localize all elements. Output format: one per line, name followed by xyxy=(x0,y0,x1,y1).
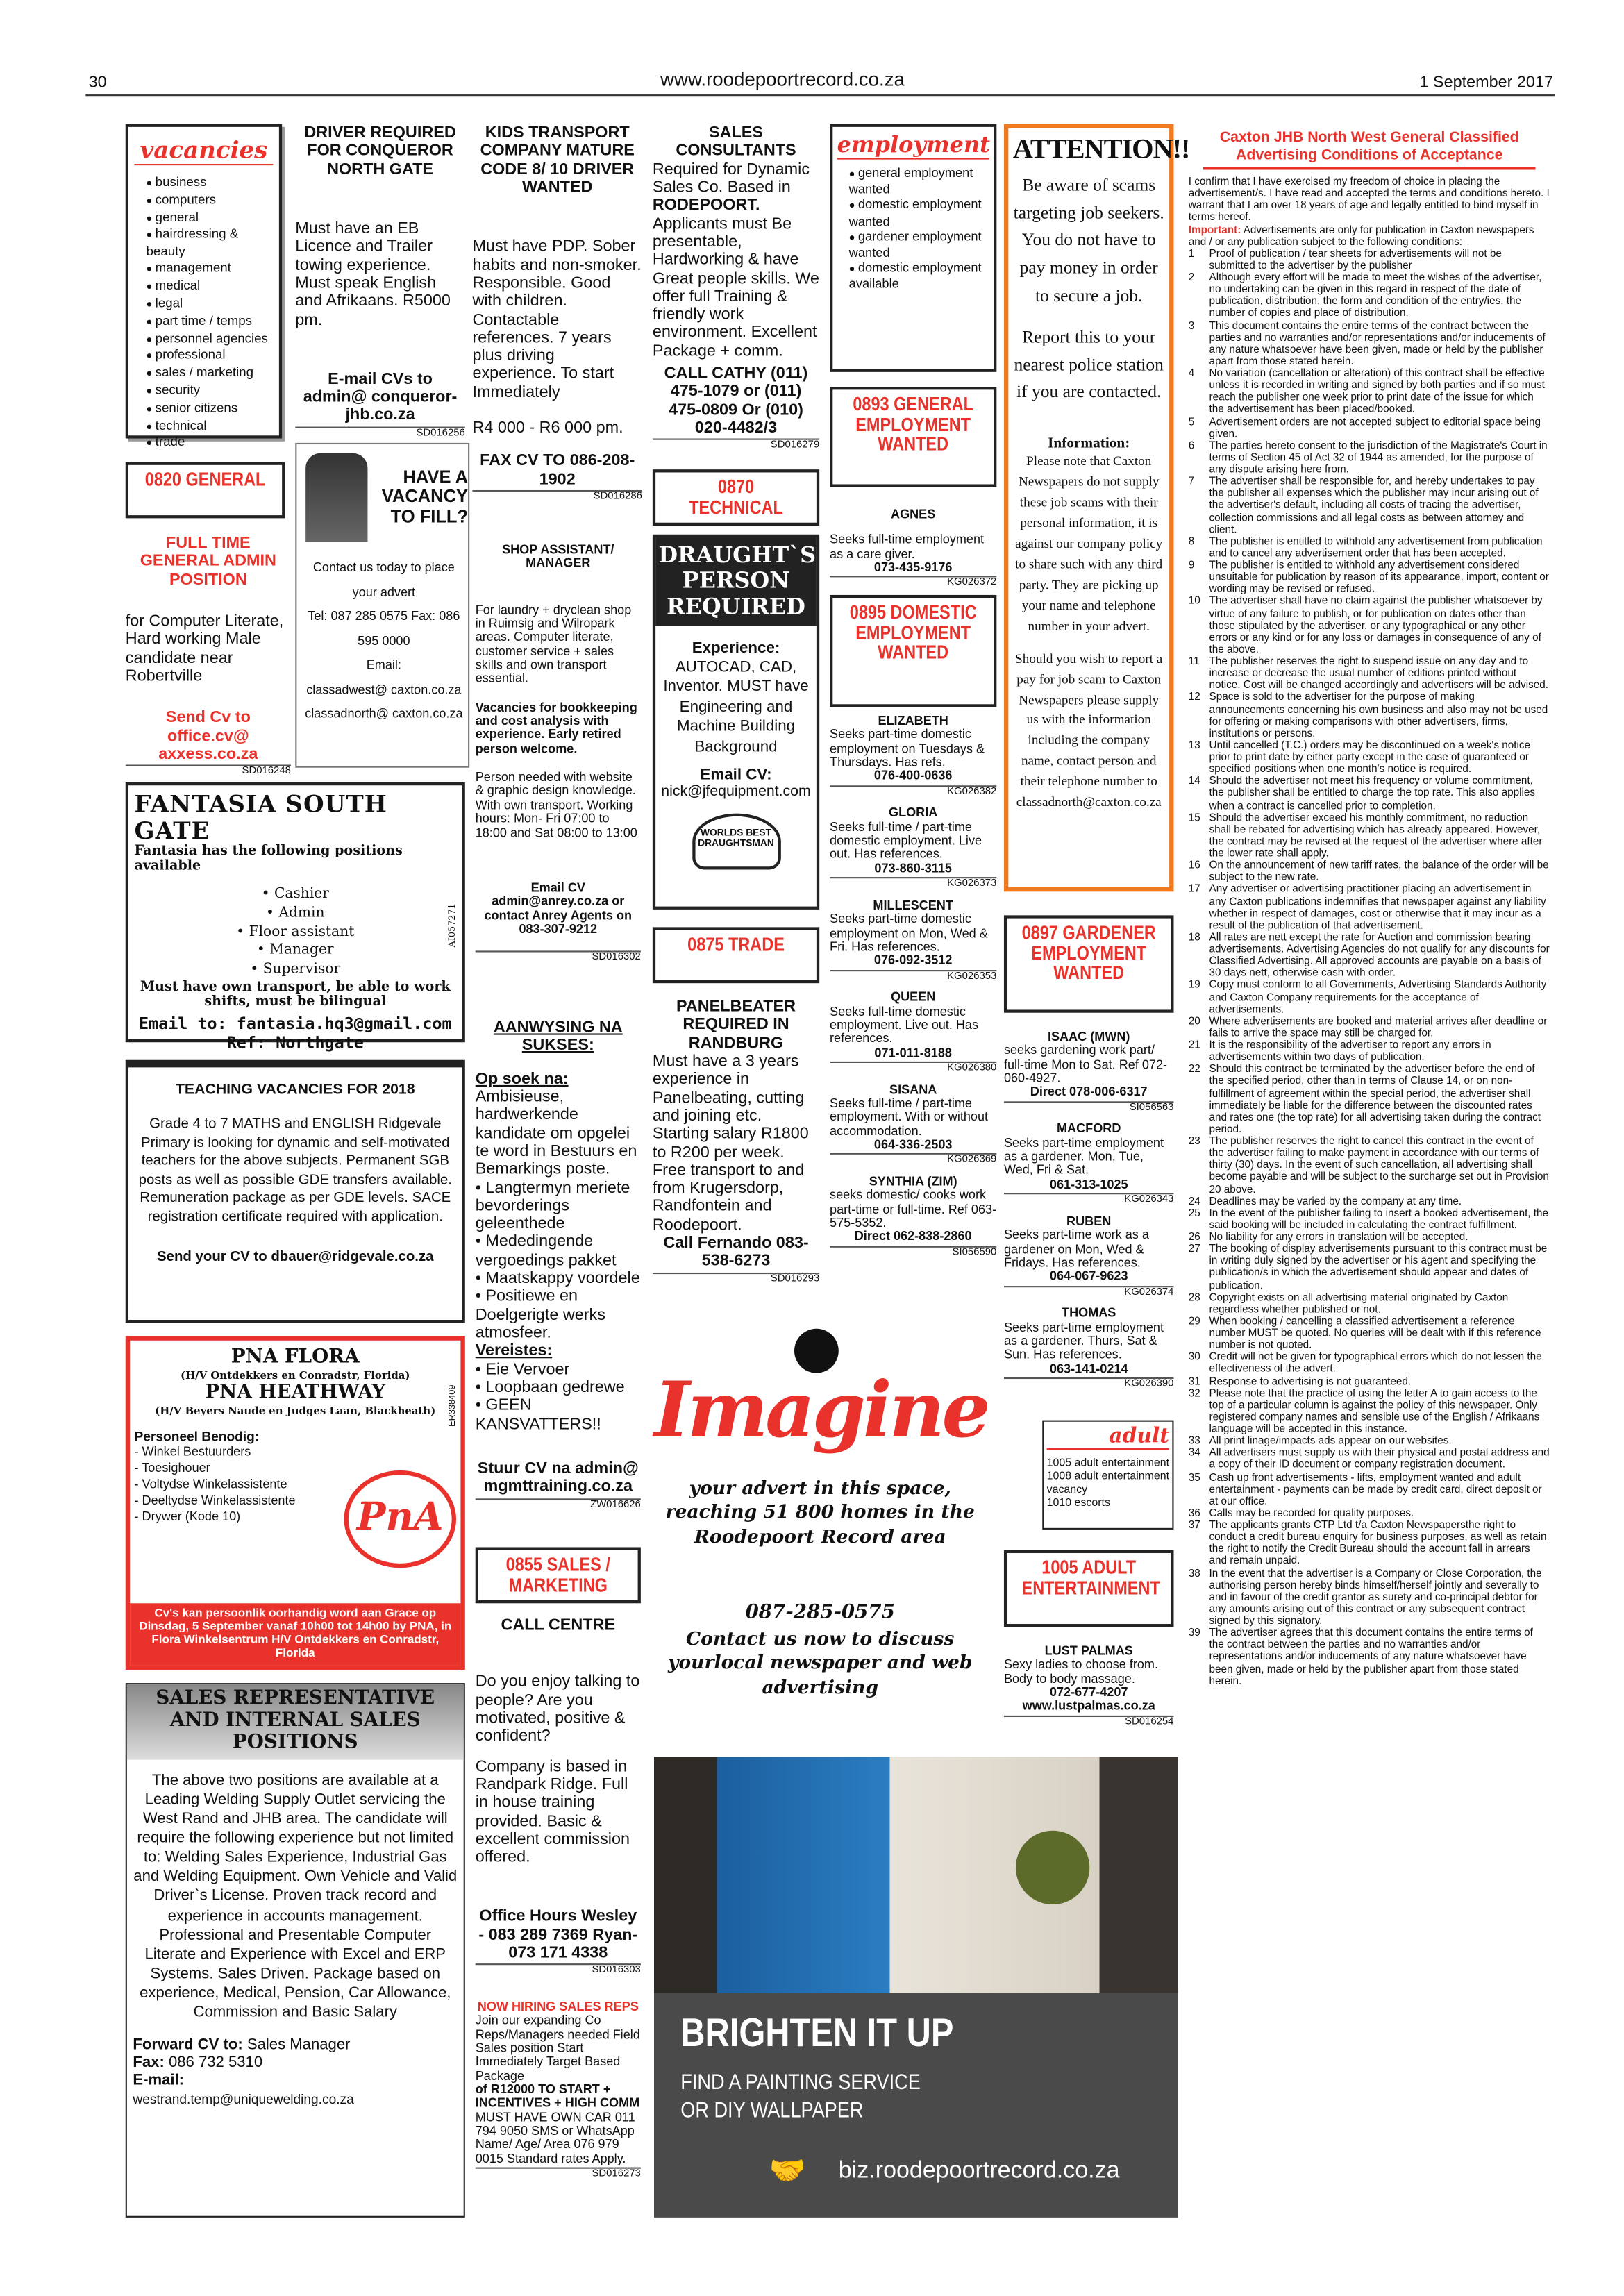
ad-email: E-mail CVs to admin@ conqueror-jhb.co.za xyxy=(303,370,458,425)
listing-body: seeks gardening work part/ full-time Mon to Sat. Ref 072-060-4927. xyxy=(1003,1042,1168,1085)
attention-ad xyxy=(1004,124,1190,892)
listing-phone: Direct 078-006-6317 xyxy=(1030,1084,1148,1099)
ad-subtitle: FIND A PAINTING SERVICE xyxy=(680,2070,921,2095)
ad-email: westrand.temp@uniquewelding.co.za xyxy=(133,2092,354,2107)
ad-ref: SD016279 xyxy=(653,439,819,452)
category-0875 xyxy=(653,927,819,983)
listing-phone: 073-435-9176 xyxy=(873,559,953,575)
ad-body: Report this to your nearest police station if you are contacted. xyxy=(1014,326,1164,403)
ad-body: The above two positions are available at a Leading Welding Supply Outlet servicing the West Rand and JHB area. The candidate will require the following experience but not limited to: Welding Sales Experience, Industrial Gas and Welding Equipment. Own Vehicle and Valid Driver`s License. Proven track record and experience in accounts management. Professional and Presentable Computer Literate and Experience with Excel and ERP Systems. Sales Driven. Package based on experience, Medical, Pension, Car Allowance, Commission and Basic Salary xyxy=(133,1773,458,2022)
ad-title: ATTENTION!! xyxy=(1012,134,1190,166)
contact-line: Email: xyxy=(366,657,401,673)
position-item: • Supervisor xyxy=(250,961,341,978)
ad-subtitle: Op soek na: xyxy=(475,1069,569,1088)
hiring-ad xyxy=(476,2000,641,2180)
fax-number: 086 732 5310 xyxy=(168,2054,263,2072)
listing-name: RUBEN xyxy=(1066,1213,1112,1228)
terms-item: Should this contract be terminated by the advertiser before the end of the specified period, other than in terms of Clause 14, or on non-fulfillment of agreement within the special period, the advertiser shall immediately be liable for the difference between the discounted rates and rates one (the top rate) for all advertising taken during the contract period. xyxy=(1209,1062,1541,1135)
ad-salary: R4 000 - R6 000 pm. xyxy=(472,419,623,437)
ad-ref: SD016286 xyxy=(472,490,642,503)
vacancies-category-link[interactable]: ● hairdressing & beauty xyxy=(147,226,274,260)
recipient: Sales Manager xyxy=(246,2037,351,2054)
ad-body: Must have an EB Licence and Trailer towing experience. Must speak English and Afrikaans. R5000 pm. xyxy=(295,219,451,329)
benefit-item: • Positiewe en Doelgerigte werks atmosfeer. xyxy=(475,1288,605,1342)
listing-phone: 073-860-3115 xyxy=(874,860,952,875)
ad-email: Stuur CV na admin@ mgmttraining.co.za xyxy=(477,1459,639,1496)
vacancies-category-link[interactable]: ● trade xyxy=(147,435,274,452)
listing-phone: 076-400-0636 xyxy=(873,768,953,783)
category-label: 0897 GARDENER EMPLOYMENT WANTED xyxy=(1021,921,1156,984)
gardener-listings xyxy=(1004,1021,1174,1399)
ad-contact: CALL CATHY (011) 475-1079 or (011) 475-0809 Or (010) 020-4482/3 xyxy=(664,364,808,437)
employment-category-link[interactable]: ● gardener employment wanted xyxy=(849,228,989,260)
listing-ref: KG026373 xyxy=(830,877,996,889)
ad-ref: SD016302 xyxy=(476,951,641,964)
terms-item: Cash up front advertisements - lifts, employment wanted and adult entertainment - payments can be made by credit card, direct deposit or at our office. xyxy=(1209,1469,1542,1507)
position-item: - Winkel Bestuurders xyxy=(134,1443,251,1459)
category-0893 xyxy=(830,387,996,487)
position-item: • Cashier xyxy=(261,885,329,903)
adult-category-link[interactable]: 1010 escorts xyxy=(1046,1495,1110,1509)
draughts-ad xyxy=(653,535,819,910)
terms-item: The publisher is entitled to withhold any advertisement considered unsuitable for publication by reason of its appearance, import, content or wording may be revised or refused. xyxy=(1209,558,1549,596)
employment-category-link[interactable]: ● domestic employment wanted xyxy=(849,197,989,228)
adult-category-link[interactable]: 1008 adult entertainment vacancy xyxy=(1046,1468,1170,1496)
admin-ad xyxy=(126,535,291,778)
ad-ref: SD016293 xyxy=(653,1272,819,1285)
ad-body: Join our expanding Co Reps/Managers needed Field Sales position Start Immediately Target Based Package xyxy=(475,2013,640,2083)
ad-title: CALL CENTRE xyxy=(501,1616,616,1634)
vacancies-category-link[interactable]: ● legal xyxy=(147,295,274,312)
ad-body: Vacancies for bookkeeping and cost analysis with experience. Early retired person welcome. xyxy=(475,699,637,756)
category-0897 xyxy=(1004,915,1174,1012)
listing-ref: SD016254 xyxy=(1004,1715,1174,1727)
ad-subtitle: OR DIY WALLPAPER xyxy=(680,2097,864,2123)
page-number: 30 xyxy=(88,74,107,92)
vacancies-category-link[interactable]: ● business xyxy=(147,174,274,192)
contact-line: Tel: 087 285 0575 Fax: 086 595 0000 xyxy=(308,608,460,648)
ad-body: MUST HAVE OWN CAR 011 794 9050 SMS or WhatsApp Name/ Age/ Area 076 979 0015 Standard rates Apply. xyxy=(475,2109,635,2165)
category-0820 xyxy=(126,462,285,519)
imagine-ad xyxy=(654,1299,986,1742)
ad-email: Send your CV to dbauer@ridgevale.co.za xyxy=(156,1248,434,1266)
benefit-item: • Langtermyn meriete bevorderings geleenthede xyxy=(475,1178,630,1233)
ad-body: Please note that Caxton Newspapers do not supply these job scams with their personal information, it is against our company policy to share such with any third party. They are picking up your name and telephone number in your advert. xyxy=(1015,453,1163,633)
ad-location: RODEPOORT. xyxy=(652,196,760,215)
category-0870 xyxy=(653,469,819,526)
contact-line: classadwest@ caxton.co.za xyxy=(306,681,462,697)
employment-category-link[interactable]: ● domestic employment available xyxy=(849,260,989,292)
vacancies-category-link[interactable]: ● general xyxy=(147,209,274,226)
vacancies-title: vacancies xyxy=(135,136,274,166)
listing-name: GLORIA xyxy=(889,805,938,821)
teaching-ad xyxy=(126,1060,465,1323)
terms-item: The applicants grants CTP Ltd t/a Caxton Newspapersthe right to conduct a credit bureau enquiry for business purposes, as well as retain the right to notify the Credit Bureau should the account fall in arrears and remain unpaid. xyxy=(1209,1517,1547,1567)
position-item: - Drywer (Kode 10) xyxy=(134,1509,241,1525)
listing-body: Seeks part-time domestic employment on Mon, Wed & Fri. Has references. xyxy=(830,911,988,954)
position-item: • Floor assistant xyxy=(236,923,355,940)
listing-name: QUEEN xyxy=(891,989,936,1005)
terms-item: Copy must conform to all Governments, Advertising Standards Authority and Caxton Company requirements for the acceptance of advertisements. xyxy=(1209,978,1547,1016)
listing-phone: 072-677-4207 xyxy=(1049,1684,1128,1700)
ad-fax: FAX CV TO 086-208-1902 xyxy=(480,452,635,489)
listing-body: Seeks full-time / part-time employment. With or without accommodation. xyxy=(830,1095,989,1138)
ad-label: Email CV: xyxy=(700,765,772,784)
listing-phone: 064-336-2503 xyxy=(873,1137,953,1152)
terms-item: Calls may be recorded for quality purposes. xyxy=(1209,1505,1414,1519)
terms-item: Please note that the practice of using the letter A to gain access to the top of a particular column is against the policy of this newspaper. Only registered company names and sensible use of the English / Afrikaans language will be accepted in this instance. xyxy=(1209,1385,1540,1435)
ad-ref: SD016248 xyxy=(126,765,291,778)
lust-palmas-ad xyxy=(1004,1636,1174,1728)
panelbeater-ad xyxy=(653,998,819,1285)
listing xyxy=(1004,1215,1174,1298)
ad-body: Applicants must Be presentable, Hardworking & have Great people skills. We offer full Training & friendly work environment. Excellent Package + comm. xyxy=(652,215,819,360)
vacancies-category-link[interactable]: ● medical xyxy=(147,278,274,295)
ad-subtitle: Fantasia has the following positions available xyxy=(134,844,403,874)
ad-title: SHOP ASSISTANT/ MANAGER xyxy=(502,542,614,571)
listing xyxy=(1004,1123,1174,1206)
listing-ref: KG026369 xyxy=(830,1153,996,1166)
contact-line: classadnorth@ caxton.co.za xyxy=(305,706,463,721)
terms-item: Until cancelled (T.C.) orders may be discontinued on a week's notice prior to print date by either party except in the case of guaranteed or specified positions when one month's notice is required. xyxy=(1209,737,1531,776)
terms-item: Response to advertising is not guaranteed. xyxy=(1209,1373,1412,1387)
ad-title: NOW HIRING SALES REPS xyxy=(477,1999,639,2014)
ad-title: AANWYSING NA SUKSES: xyxy=(493,1019,623,1055)
aanwysing-ad xyxy=(476,1019,641,1511)
vacancies-index xyxy=(126,124,282,450)
pna-ad xyxy=(126,1336,465,1670)
ad-body: Do you enjoy talking to people? Are you motivated, positive & confident? xyxy=(475,1673,640,1745)
category-label: 0875 TRADE xyxy=(687,932,785,955)
position-item: - Voltydse Winkelassistente xyxy=(134,1476,287,1492)
listing-name: MILLESCENT xyxy=(873,897,953,912)
listing xyxy=(830,807,996,890)
listing-body: Sexy ladies to choose from. Body to body massage. xyxy=(1003,1657,1158,1686)
ad-body: Ambisieuse, hardwerkende kandidate om opgelei te word in Bestuurs en Bemarkings poste. xyxy=(475,1088,637,1179)
listing-phone: 076-092-3512 xyxy=(873,952,953,968)
important-text: Advertisements are only for publication in Caxton newspapers and / or any publication subject to the following conditions: xyxy=(1188,222,1534,248)
category-1005 xyxy=(1004,1550,1174,1627)
listing xyxy=(830,1175,996,1259)
listing-body: Seeks full-time domestic employment. Live out. Has references. xyxy=(830,1003,979,1046)
terms-item: All advertisers must supply us with their physical and postal address and a copy of their ID document or company registration document. xyxy=(1209,1446,1550,1471)
terms-item: All rates are nett except the rate for Auction and commission bearing advertisements. Advertising Agencies do not qualify for any discounts for Classified Advertising. All approved accounts are payable on a basis of 30 days nett, otherwise cash with order. xyxy=(1209,930,1550,980)
listing-name: THOMAS xyxy=(1062,1305,1116,1321)
category-label: 0870 TECHNICAL xyxy=(689,475,783,518)
listing xyxy=(1004,1030,1174,1114)
adult-title: adult xyxy=(1047,1425,1169,1450)
listing-ref: SI056563 xyxy=(1004,1101,1174,1114)
ad-label: Personeel Benodig: xyxy=(134,1429,260,1444)
terms-item: Any advertiser or advertising practitioner placing an advertisement in any Caxton publications indemnifies that newspaper against any liability whether in respect of damages, cost or otherwise that it may incur as a result of the publication of that advertisement. xyxy=(1209,882,1546,932)
ad-requirements: Must have own transport, be able to work shifts, must be bilingual xyxy=(140,980,451,1010)
ad-ref: SD016256 xyxy=(295,426,465,439)
benefit-item: • Mededingende vergoedings pakket xyxy=(475,1233,617,1270)
ad-requirements-label: Vereistes: xyxy=(475,1342,553,1361)
label: E-mail: xyxy=(133,2072,185,2088)
terms-intro: I confirm that I have exercised my freedom of choice in placing the advertisement/s. I have read and accepted the terms and conditions hereto. I warrant that I am over 18 years of age and legally entitled to bind myself in terms hereof. xyxy=(1188,174,1550,224)
store-name: PNA HEATHWAY xyxy=(205,1382,386,1405)
listing-name: SISANA xyxy=(889,1081,937,1097)
domestic-listings xyxy=(830,705,996,1267)
ad-body: Grade 4 to 7 MATHS and ENGLISH Ridgevale Primary is looking for dynamic and self-motivated teachers for the above subjects. Permanent SGB posts as well as possible GDE transfers available. Remuneration package as per GDE levels. SACE registration certificate required with application. xyxy=(138,1116,452,1225)
terms-item: The advertiser shall have no claim against the publisher whatsoever by virtue of any failure to publish, or for publication on dates other than those stipulated by the advertiser, or any typographical or any other errors or any kind or for any loss or damages in consequence of any of the above. xyxy=(1209,594,1543,655)
listing-body: Seeks part-time employment as a gardener. Mon, Tue, Wed, Fri & Sat. xyxy=(1003,1134,1164,1178)
adult-category-link[interactable]: 1005 adult entertainment xyxy=(1046,1455,1170,1469)
terms-title: Caxton JHB North West General Classified Advertising Conditions of Acceptance xyxy=(1203,130,1535,169)
ad-title: TEACHING VACANCIES FOR 2018 xyxy=(175,1082,415,1099)
position-item: - Deeltydse Winkelassistente xyxy=(134,1493,296,1508)
requirement-item: • Loopbaan gedrewe xyxy=(475,1378,625,1397)
important-label: Important: xyxy=(1188,222,1241,236)
listing-name: LUST PALMAS xyxy=(1044,1643,1133,1658)
terms-item: Should the advertiser not meet his frequency or volume commitment, the publisher shall be entitled to charge the top rate. This also applies when a contract is cancelled prior to completion. xyxy=(1209,773,1536,812)
listing-phone: 064-067-9623 xyxy=(1049,1268,1128,1284)
terms-conditions xyxy=(1189,130,1550,1687)
listing xyxy=(1004,1307,1174,1390)
brighten-ad xyxy=(654,1757,1178,2217)
listing xyxy=(830,899,996,982)
fantasia-ad xyxy=(126,782,465,1053)
category-0895 xyxy=(830,595,996,707)
terms-item: Space is sold to the advertiser for the purpose of making announcements concerning his own business and also may not be used for offering or making comparisons with other advertisers, firms, institutions or persons. xyxy=(1209,689,1548,739)
terms-item: The advertiser shall be responsible for, and hereby undertakes to pay the publisher all expenses which the publisher may incur arising out of the advertiser's default, including all costs of tracing the advertiser, collection commissions and all legal costs as between attorney and client. xyxy=(1209,474,1539,536)
category-label: 1005 ADULT ENTERTAINMENT xyxy=(1021,1556,1160,1599)
listing xyxy=(830,991,996,1074)
ad-email: nick@jfequipment.com xyxy=(661,785,811,801)
ad-body: Company is based in Randpark Ridge. Full in house training provided. Basic & excellent commission offered. xyxy=(475,1757,630,1867)
listing xyxy=(830,714,996,798)
listing-phone: 071-011-8188 xyxy=(874,1044,952,1059)
employment-category-link[interactable]: ● general employment wanted xyxy=(849,165,989,196)
listing-body: Seeks part-time employment as a gardener. Thurs, Sat & Sun. Has references. xyxy=(1003,1319,1164,1362)
terms-item: This document contains the entire terms of the contract between the parties and no warranties and/or representations and/or inducements of any nature whatsoever have been given, made or held by the publisher apart from those stated herein. xyxy=(1209,318,1546,368)
listing xyxy=(830,499,996,589)
vacancies-category-link[interactable]: ● senior citizens xyxy=(147,400,274,417)
ad-body: Must have a 3 years experience in Panelbeating, cutting and joining etc. Starting salary R1800 to R200 per week. Free transport to and from Krugersdorp, Randfontein and Roodepoort. xyxy=(652,1052,809,1234)
listing-name: ELIZABETH xyxy=(878,713,948,728)
terms-item: Advertisement orders are not accepted subject to editorial space being given. xyxy=(1209,414,1541,439)
category-0855 xyxy=(476,1547,641,1603)
call-centre-ad xyxy=(476,1616,641,1977)
listing-phone: 061-313-1025 xyxy=(1049,1176,1128,1191)
terms-item: Where advertisements are booked and material arrives after deadline or fails to arrive the space may still be charged for. xyxy=(1209,1014,1548,1039)
requirement-item: • GEEN KANSVATTERS!! xyxy=(475,1397,601,1433)
ad-title: DRIVER REQUIRED FOR CONQUEROR NORTH GATE xyxy=(304,124,456,178)
ad-title: SALES REPRESENTATIVE AND INTERNAL SALES POSITIONS xyxy=(127,1684,464,1759)
ad-body: for Computer Literate, Hard working Male candidate near Robertville xyxy=(125,612,284,685)
ad-ref: ZW016626 xyxy=(476,1498,641,1511)
terms-item: All print linage/impacts ads appear on our websites. xyxy=(1209,1434,1452,1448)
ad-body: Required for Dynamic Sales Co. Based in xyxy=(652,160,810,196)
header-rule xyxy=(85,94,1555,96)
ad-body: Person needed with website & graphic design knowledge. With own transport. Working hours: Mon- Fri 07:00 to 18:00 and Sat 08:00 to 13:00 xyxy=(475,769,637,839)
listing-ref: KG026390 xyxy=(1004,1377,1174,1390)
category-label: 0820 GENERAL xyxy=(144,468,266,490)
terms-item: It is the responsibility of the advertiser to report any errors in advertisements within two days of publication. xyxy=(1209,1037,1491,1064)
store-name: PNA FLORA xyxy=(231,1346,360,1369)
handshake-icon: 🤝 xyxy=(769,2155,806,2188)
ad-cta: Contact us now to discuss yourlocal newspaper and web advertising xyxy=(667,1627,973,1698)
ad-body: Should you wish to report a pay for job scam to Caxton Newspapers please supply us with the information including the company name, contact person and their telephone number to classadnorth@caxton.co.za xyxy=(1015,650,1163,810)
terms-item: Although every effort will be made to meet the wishes of the advertiser, no undertaking can be given in this regard in respect of the date of publication, distribution, the form and condition of the entry/ies, the number of copies and place of distribution. xyxy=(1209,270,1542,320)
terms-item: Credit will not be given for typographical errors which do not lessen the effectiveness of the advert. xyxy=(1209,1350,1542,1375)
ad-title: FULL TIME GENERAL ADMIN POSITION xyxy=(140,534,276,589)
listing-name: MACFORD xyxy=(1057,1121,1121,1137)
terms-item: In the event of the publisher failing to insert a booked advertisement, the said booking will be included in calculating the contract fulfillment. xyxy=(1209,1205,1549,1232)
ad-body: For laundry + dryclean shop in Ruimsig and Wilropark areas. Computer literate, customer service + sales skills and own transport essential. xyxy=(475,601,632,686)
listing-body: Seeks full-time / part-time domestic employment. Live out. Has references. xyxy=(830,819,982,862)
ad-package: of R12000 TO START + INCENTIVES + HIGH COMM xyxy=(475,2081,640,2111)
position-item: - Toesighouer xyxy=(134,1460,210,1475)
listing-body: Seeks full-time employment as a care giver. xyxy=(830,532,985,561)
ad-label: Experience: xyxy=(692,639,780,657)
ad-body: Be aware of scams targeting job seekers. You do not have to pay money in order to secure a job. xyxy=(1013,174,1164,305)
driver-ad xyxy=(295,124,465,439)
ad-ref: SD016303 xyxy=(476,1964,641,1977)
ad-contact: Call Fernando 083-538-6273 xyxy=(663,1234,809,1271)
terms-item: Deadlines may be varied by the company at any time. xyxy=(1209,1193,1462,1207)
tree-image xyxy=(1016,1831,1089,1904)
position-item: • Manager xyxy=(256,942,334,959)
terms-item: The booking of display advertisements pursuant to this contract must be in writing duly signed by the advertiser or his agent and specifying the publication/s in which the advertisement should appear and dates of publication. xyxy=(1209,1241,1548,1291)
listing-name: AGNES xyxy=(891,506,936,521)
category-label: 0855 SALES / MARKETING xyxy=(505,1552,610,1595)
terms-item: On the announcement of new tariff rates, the balance of the order will be subject to the new rate. xyxy=(1209,857,1549,884)
listing-ref: KG026382 xyxy=(830,785,996,798)
contact-line: Contact us today to place your advert xyxy=(312,559,455,599)
listing-body: Seeks part-time work as a gardener on Mon, Wed & Fridays. Has references. xyxy=(1003,1227,1149,1270)
store-address: (H/V Ontdekkers en Conradstr, Florida) xyxy=(181,1368,410,1382)
vacancies-category-link[interactable]: ● part time / temps xyxy=(147,312,274,330)
ad-phone: 087-285-0575 xyxy=(745,1602,895,1625)
ad-url[interactable]: biz.roodepoortrecord.co.za xyxy=(838,2158,1120,2184)
listing-ref: KG026353 xyxy=(830,969,996,982)
ad-label: Information: xyxy=(1048,435,1130,452)
ad-title: DRAUGHT`S PERSON REQUIRED xyxy=(655,537,817,626)
ad-title: FANTASIA SOUTH GATE xyxy=(134,789,387,845)
sales-rep-ad xyxy=(126,1683,465,2218)
terms-item: No variation (cancellation or alteration) of this contract shall be effective unless it is recorded in writing and signed by both parties and if so must reach the publisher one week prior to print date of the issue for which the advertisement has been placed/booked. xyxy=(1209,366,1545,416)
terms-item: The publisher reserves the right to suspend issue on any day and to increase or decrease the usual number of editions printed without notice. Cost will be changed accordingly and advertisers will be advised. xyxy=(1209,653,1549,692)
listing-ref: KG026343 xyxy=(1004,1193,1174,1205)
sales-consultants-ad xyxy=(653,124,819,452)
ad-code: ER338409 xyxy=(449,1384,458,1427)
ad-body: AUTOCAD, CAD, Inventor. MUST have Engineering and Machine Building Background xyxy=(663,657,809,756)
issue-date: 1 September 2017 xyxy=(1419,74,1553,92)
benefit-item: • Maatskappy voordele xyxy=(475,1269,640,1288)
terms-item: When booking / cancelling a classified advertisement a reference number MUST be quoted. No queries will be dealt with if this reference number is not quoted. xyxy=(1209,1314,1541,1351)
ad-title: Imagine xyxy=(653,1365,988,1456)
listing-ref: KG026374 xyxy=(1004,1285,1174,1298)
listing-website: www.lustpalmas.co.za xyxy=(1022,1698,1155,1713)
listing-ref: KG026372 xyxy=(830,576,996,589)
category-label: 0893 GENERAL EMPLOYMENT WANTED xyxy=(853,392,974,455)
category-label: 0895 DOMESTIC EMPLOYMENT WANTED xyxy=(849,601,977,664)
terms-item: The parties hereto consent to the jurisdiction of the Magistrate's Court in terms of Section 45 of Act 32 of 1944 as amended, for the purpose of any dispute arising here from. xyxy=(1209,438,1548,476)
label: Forward CV to: xyxy=(133,2037,243,2054)
vacancies-category-link[interactable]: ● professional xyxy=(147,348,274,365)
terms-item: The advertiser agrees that this document contains the entire terms of the contract between the parties and no warranties and/or representations and/or inducements of any nature whatsoever have been given, made or held by the publisher apart from those stated herein. xyxy=(1209,1625,1533,1687)
kids-transport-ad xyxy=(472,124,642,503)
listing-name: ISAAC (MWN) xyxy=(1047,1029,1130,1044)
listing-phone: 063-141-0214 xyxy=(1049,1360,1128,1375)
ad-tagline: your advert in this space, reaching 51 800 homes in the Roodepoort Record area xyxy=(665,1476,975,1547)
ad-email: Send Cv to office.cv@ axxess.co.za xyxy=(158,709,258,763)
vacancies-category-link[interactable]: ● sales / marketing xyxy=(147,365,274,383)
businessmen-image xyxy=(305,453,367,542)
ad-contact: Email CV admin@anrey.co.za or contact Anrey Agents on 083-307-9212 xyxy=(484,880,633,936)
ad-contact: Office Hours Wesley - 083 289 7369 Ryan- 073 171 4338 xyxy=(478,1908,638,1963)
terms-item: Copyright exists on all advertising material originated by Caxton regardless whether published or not. xyxy=(1209,1289,1509,1316)
ad-title: BRIGHTEN IT UP xyxy=(680,2011,954,2055)
ad-ref: Ref: Northgate xyxy=(226,1033,364,1053)
employment-title: employment xyxy=(837,131,989,159)
ad-ref: SD016273 xyxy=(476,2168,641,2180)
adult-index xyxy=(1042,1421,1173,1530)
vacancies-category-link[interactable]: ● personnel agencies xyxy=(147,330,274,347)
ad-title: SALES CONSULTANTS xyxy=(676,124,796,160)
ad-title: PANELBEATER REQUIRED IN RANDBURG xyxy=(676,998,796,1053)
pna-logo: PnA xyxy=(344,1470,456,1568)
terms-item: Proof of publication / tear sheets for advertisements will not be submitted to the advertiser by the publisher xyxy=(1209,246,1502,271)
award-badge: WORLDS BEST DRAUGHTSMAN xyxy=(692,813,780,869)
store-address: (H/V Beyers Naude en Judges Laan, Blackheath) xyxy=(155,1404,436,1418)
listing-body: Seeks part-time domestic employment on Tuesdays & Thursdays. Has refs. xyxy=(830,726,985,769)
listing-body: seeks domestic/ cooks work part-time or full-time. Ref 063-575-5352. xyxy=(830,1187,997,1230)
room-photo xyxy=(654,1757,1178,1993)
listing xyxy=(830,1083,996,1166)
ad-footer: Cv's kan persoonlik oorhandig word aan Grace op Dinsdag, 5 September vanaf 10h00 tot 14h00 by PNA, in Flora Winkelsentrum H/V Ontdekkers en Conradstr, Florida xyxy=(130,1604,460,1666)
vacancies-category-link[interactable]: ● computers xyxy=(147,192,274,209)
terms-item: The publisher reserves the right to cancel this contract in the event of the advertiser failing to make payment in accordance with our terms of thirty (30) days. In the event of such cancellation, all advertising shall become payable and will be subject to the surcharge set out in Provision 20 above. xyxy=(1209,1134,1549,1196)
terms-item: The publisher is entitled to withhold any advertisement from publication and to cancel any advertisement order that has been accepted. xyxy=(1209,534,1543,560)
label: Fax: xyxy=(133,2054,165,2072)
listing-ref: SI056590 xyxy=(830,1246,996,1258)
shop-assistant-ad xyxy=(476,544,641,964)
terms-item: Should the advertiser exceed his monthly commitment, no reduction shall be rebated for advertising which has already appeared. However, the contract may be revised at the request of the advertiser where after the lower rate shall apply. xyxy=(1209,810,1543,860)
listing-phone: Direct 062-838-2860 xyxy=(854,1229,972,1244)
terms-item: In the event that the advertiser is a Company or Close Corporation, the authorising person hereby binds himself/herself jointly and severally to and in favour of the credit grantor as surety and co-principal debtor for any amounts arising out of this contract or any subsequent contract signed by this signatory. xyxy=(1209,1566,1542,1627)
ad-body: Must have PDP. Sober habits and non-smoker. Responsible. Good with children. Contactable references. 7 years plus driving experience. To start Immediately xyxy=(472,237,642,401)
vacancies-category-link[interactable]: ● management xyxy=(147,260,274,278)
ad-title: HAVE A VACANCY TO FILL? xyxy=(381,466,469,527)
vacancies-category-link[interactable]: ● security xyxy=(147,383,274,400)
ad-code: AI057271 xyxy=(447,903,458,948)
listing-name: SYNTHIA (ZIM) xyxy=(869,1173,957,1189)
employment-index xyxy=(830,124,996,372)
terms-item: No liability for any errors in translation will be accepted. xyxy=(1209,1230,1468,1243)
vacancies-category-link[interactable]: ● technical xyxy=(147,417,274,435)
ad-email: Email to: fantasia.hq3@gmail.com xyxy=(138,1014,452,1034)
have-vacancy-ad xyxy=(295,443,469,768)
listing-ref: KG026380 xyxy=(830,1062,996,1074)
requirement-item: • Eie Vervoer xyxy=(475,1360,570,1379)
site-url[interactable]: www.roodepoortrecord.co.za xyxy=(660,67,905,90)
ad-title: KIDS TRANSPORT COMPANY MATURE CODE 8/ 10 DRIVER WANTED xyxy=(480,124,635,196)
position-item: • Admin xyxy=(266,905,325,921)
